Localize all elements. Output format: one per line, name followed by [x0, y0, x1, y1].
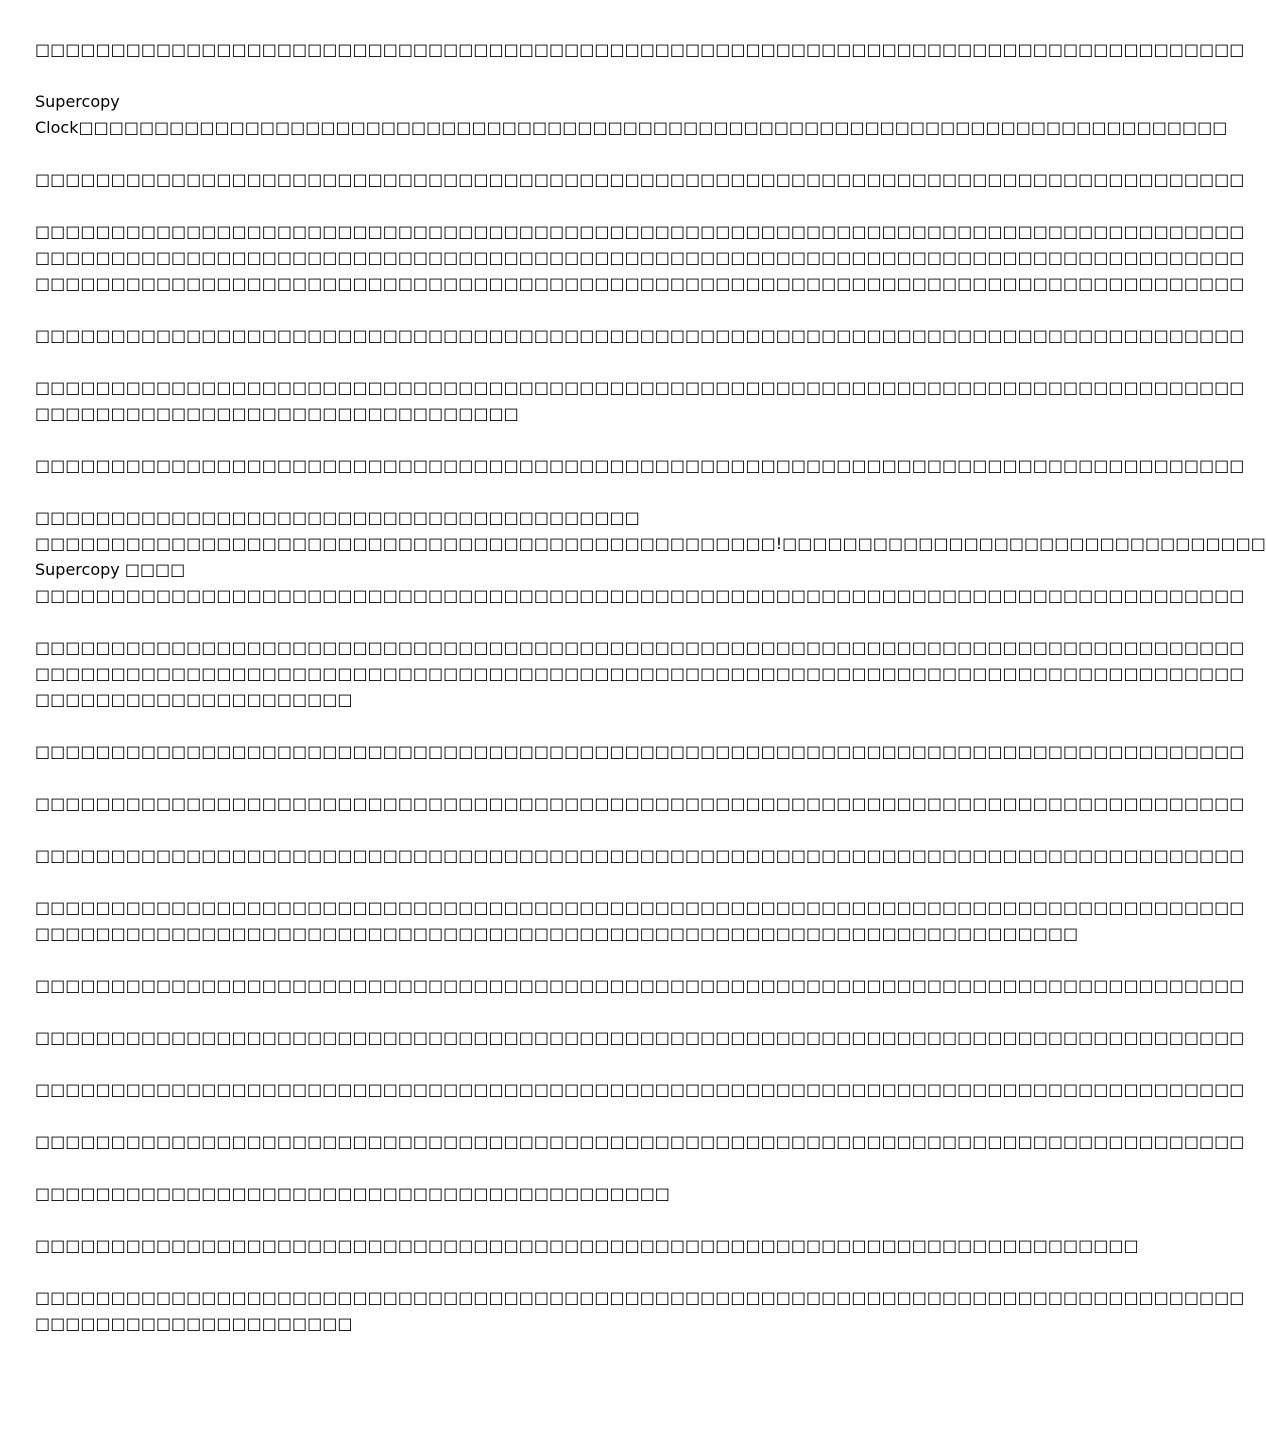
paragraph-5-line-1: □□□□□□□□□□□□□□□□□□□□□□□□□□□□□□□□□□□□□□□□□□□□□□□□□□□□□□□□□□□□□□□□□□□□□□□□□□□□□□□□: [35, 326, 1245, 345]
paragraph-6-line-2: □□□□□□□□□□□□□□□□□□□□□□□□□□□□□□□□: [35, 404, 519, 423]
paragraph-8-line-1: □□□□□□□□□□□□□□□□□□□□□□□□□□□□□□□□□□□□□□□□: [35, 508, 640, 527]
paragraph-2-line-2: Clock□□□□□□□□□□□□□□□□□□□□□□□□□□□□□□□□□□□□□□□□□□□□□□□□□□□□□□□□□□□□□□□□□□□□□□□□□□□□: [35, 118, 1228, 137]
paragraph-13-line-1: □□□□□□□□□□□□□□□□□□□□□□□□□□□□□□□□□□□□□□□□□□□□□□□□□□□□□□□□□□□□□□□□□□□□□□□□□□□□□□□□: [35, 898, 1245, 917]
paragraph-19: [35, 1233, 1139, 1259]
paragraph-1-line-1: □□□□□□□□□□□□□□□□□□□□□□□□□□□□□□□□□□□□□□□□□□□□□□□□□□□□□□□□□□□□□□□□□□□□□□□□□□□□□□□□: [35, 40, 1245, 59]
paragraph-11-line-1: □□□□□□□□□□□□□□□□□□□□□□□□□□□□□□□□□□□□□□□□□□□□□□□□□□□□□□□□□□□□□□□□□□□□□□□□□□□□□□□□: [35, 794, 1245, 813]
paragraph-12: [35, 843, 1245, 869]
paragraph-7-line-1: □□□□□□□□□□□□□□□□□□□□□□□□□□□□□□□□□□□□□□□□□□□□□□□□□□□□□□□□□□□□□□□□□□□□□□□□□□□□□□□□: [35, 456, 1245, 475]
paragraph-12-line-1: □□□□□□□□□□□□□□□□□□□□□□□□□□□□□□□□□□□□□□□□□□□□□□□□□□□□□□□□□□□□□□□□□□□□□□□□□□□□□□□□: [35, 846, 1245, 865]
paragraph-15-line-1: □□□□□□□□□□□□□□□□□□□□□□□□□□□□□□□□□□□□□□□□□□□□□□□□□□□□□□□□□□□□□□□□□□□□□□□□□□□□□□□□: [35, 1028, 1245, 1047]
paragraph-8-line-3: Supercopy □□□□: [35, 560, 186, 579]
paragraph-3-line-1: □□□□□□□□□□□□□□□□□□□□□□□□□□□□□□□□□□□□□□□□□□□□□□□□□□□□□□□□□□□□□□□□□□□□□□□□□□□□□□□□: [35, 170, 1245, 189]
paragraph-9: [35, 635, 1245, 713]
paragraph-10: [35, 739, 1245, 765]
paragraph-2-line-1: Supercopy: [35, 92, 120, 111]
paragraph-16: [35, 1077, 1245, 1103]
paragraph-6: [35, 375, 1245, 427]
paragraph-18: [35, 1181, 990, 1207]
paragraph-8-line-2: □□□□□□□□□□□□□□□□□□□□□□□□□□□□□□□□□□□□□□□□□□□□□□□□□!□□□□□□□□□□□□□□□□□□□□□□□□□□□□□□□□: [35, 534, 1266, 553]
paragraph-20-line-2: □□□□□□□□□□□□□□□□□□□□□: [35, 1314, 353, 1333]
paragraph-14-line-1: □□□□□□□□□□□□□□□□□□□□□□□□□□□□□□□□□□□□□□□□□□□□□□□□□□□□□□□□□□□□□□□□□□□□□□□□□□□□□□□□: [35, 976, 1245, 995]
paragraph-11: [35, 791, 1245, 817]
paragraph-8-line-4: □□□□□□□□□□□□□□□□□□□□□□□□□□□□□□□□□□□□□□□□□□□□□□□□□□□□□□□□□□□□□□□□□□□□□□□□□□□□□□□□: [35, 586, 1245, 605]
paragraph-7: [35, 453, 1245, 479]
paragraph-16-line-1: □□□□□□□□□□□□□□□□□□□□□□□□□□□□□□□□□□□□□□□□□□□□□□□□□□□□□□□□□□□□□□□□□□□□□□□□□□□□□□□□: [35, 1080, 1245, 1099]
paragraph-4-line-1: □□□□□□□□□□□□□□□□□□□□□□□□□□□□□□□□□□□□□□□□□□□□□□□□□□□□□□□□□□□□□□□□□□□□□□□□□□□□□□□□: [35, 222, 1245, 241]
paragraph-18-line-1: □□□□□□□□□□□□□□□□□□□□□□□□□□□□□□□□□□□□□□□□□□: [35, 1184, 670, 1203]
paragraph-19-line-1: □□□□□□□□□□□□□□□□□□□□□□□□□□□□□□□□□□□□□□□□□□□□□□□□□□□□□□□□□□□□□□□□□□□□□□□□□: [35, 1236, 1139, 1255]
paragraph-6-line-1: □□□□□□□□□□□□□□□□□□□□□□□□□□□□□□□□□□□□□□□□□□□□□□□□□□□□□□□□□□□□□□□□□□□□□□□□□□□□□□□□: [35, 378, 1245, 397]
paragraph-10-line-1: □□□□□□□□□□□□□□□□□□□□□□□□□□□□□□□□□□□□□□□□□□□□□□□□□□□□□□□□□□□□□□□□□□□□□□□□□□□□□□□□: [35, 742, 1245, 761]
paragraph-13-line-2: □□□□□□□□□□□□□□□□□□□□□□□□□□□□□□□□□□□□□□□□□□□□□□□□□□□□□□□□□□□□□□□□□□□□□: [35, 924, 1079, 943]
paragraph-4-line-2: □□□□□□□□□□□□□□□□□□□□□□□□□□□□□□□□□□□□□□□□□□□□□□□□□□□□□□□□□□□□□□□□□□□□□□□□□□□□□□□□: [35, 248, 1245, 267]
document-page: [35, 37, 1266, 1363]
paragraph-4: [35, 219, 1245, 297]
paragraph-14: [35, 973, 1245, 999]
paragraph-9-line-3: □□□□□□□□□□□□□□□□□□□□□: [35, 690, 353, 709]
paragraph-20: [35, 1285, 1245, 1337]
paragraph-1: [35, 37, 1245, 63]
paragraph-17: [35, 1129, 1245, 1155]
paragraph-3: [35, 167, 1245, 193]
paragraph-5: [35, 323, 1245, 349]
paragraph-9-line-1: □□□□□□□□□□□□□□□□□□□□□□□□□□□□□□□□□□□□□□□□□□□□□□□□□□□□□□□□□□□□□□□□□□□□□□□□□□□□□□□□: [35, 638, 1245, 657]
paragraph-8: [35, 505, 1266, 609]
paragraph-13: [35, 895, 1245, 947]
paragraph-15: [35, 1025, 1245, 1051]
paragraph-4-line-3: □□□□□□□□□□□□□□□□□□□□□□□□□□□□□□□□□□□□□□□□□□□□□□□□□□□□□□□□□□□□□□□□□□□□□□□□□□□□□□□□: [35, 274, 1245, 293]
paragraph-17-line-1: □□□□□□□□□□□□□□□□□□□□□□□□□□□□□□□□□□□□□□□□□□□□□□□□□□□□□□□□□□□□□□□□□□□□□□□□□□□□□□□□: [35, 1132, 1245, 1151]
paragraph-20-line-1: □□□□□□□□□□□□□□□□□□□□□□□□□□□□□□□□□□□□□□□□□□□□□□□□□□□□□□□□□□□□□□□□□□□□□□□□□□□□□□□□: [35, 1288, 1245, 1307]
paragraph-9-line-2: □□□□□□□□□□□□□□□□□□□□□□□□□□□□□□□□□□□□□□□□□□□□□□□□□□□□□□□□□□□□□□□□□□□□□□□□□□□□□□□□: [35, 664, 1245, 683]
paragraph-2: [35, 89, 1228, 141]
